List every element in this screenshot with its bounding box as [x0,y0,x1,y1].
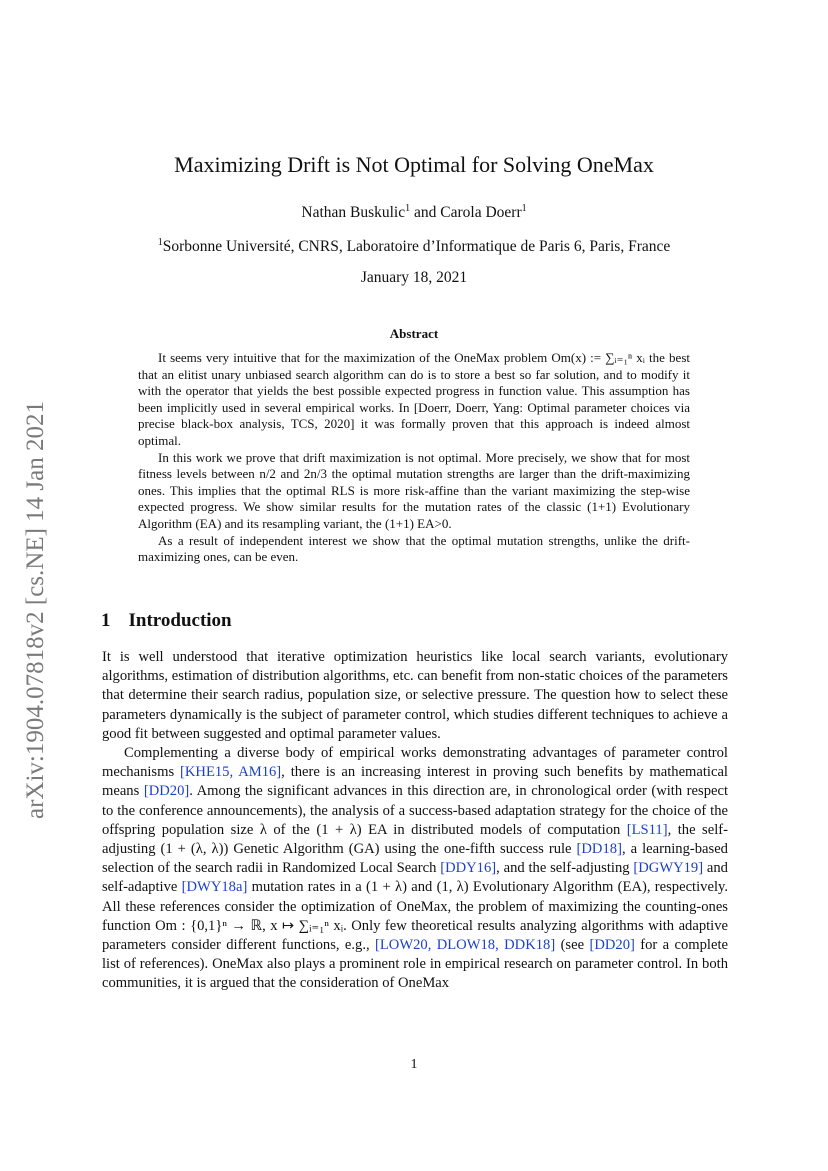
abstract-paragraph: In this work we prove that drift maximization is not optimal. More precisely, we show that for most fitness levels between n/2 and 2n/3 the optimal mutation strengths are larger than the drift-maximizing ones. This implies that the optimal RLS is more risk-affine than the variant maximizing the step-wise expected progress. We show similar results for the mutation rates of the classic (1+1) Evolutionary Algorithm (EA) and its resampling variant, the (1+1) EA>0. [138,449,690,531]
abstract [138,350,690,566]
abstract-paragraph: It seems very intuitive that for the maximization of the OneMax problem Om(x) := ∑ᵢ₌₁ⁿ xᵢ the best that an elitist unary unbiased search algorithm can do is to store a best so far solution, and to modify it with the operator that yields the best possible expected progress in function value. This assumption has been implicitly used in several empirical works. In [Doerr, Doerr, Yang: Optimal parameter choices via precise black-box analysis, TCS, 2020] it was formally proven that this approach is indeed almost optimal. [138,350,690,448]
author-1-affil: 1 [405,203,411,214]
section-title: Introduction [128,610,232,631]
text-run: Complementing a diverse body of empirical works demonstrating advantages of parameter control mechanisms [102,745,728,781]
text-run: , the self-adjusting (1 + (λ, λ)) Genetic Algorithm (GA) using the one-fifth success rule [102,821,728,858]
citation-link[interactable]: [KHE15, AM16] [180,764,282,781]
citation-link[interactable]: [LS11] [626,821,668,838]
arxiv-identifier: arXiv:1904.07818v2 [cs.NE] 14 Jan 2021 [22,401,49,819]
citation-link[interactable]: [DGWY19] [633,860,704,877]
text-run: for a complete list of references). OneMax also plays a prominent role in empirical research on parameter control. In both communities, it is argued that the consideration of OneMax [102,937,728,992]
section-number: 1 [101,610,111,631]
intro-paragraph-1: It is well understood that iterative optimization heuristics like local search variants, evolutionary algorithms, estimation of distribution algorithms, etc. can benefit from non-static choices of the parameters that determine their search radius, population size, or selective pressure. The question how to select these parameters dynamically is the subject of parameter control, which studies different techniques to achieve a good fit between suggested and optimal parameter values. [102,649,728,742]
text-run: . Among the significant advances in this direction are, in chronological order (with respect to the conference announcements), the analysis of a success-based adaptation strategy for the choice of the offspring population size λ of the (1 + λ) EA in distributed models of computation [102,783,728,838]
affiliation-marker: 1 [157,237,163,248]
abstract-paragraph: As a result of independent interest we show that the optimal mutation strengths, unlike the drift-maximizing ones, can be even. [138,532,690,565]
author-conjunction: and [410,204,441,222]
citation-link[interactable]: [LOW20, DLOW18, DDK18] [375,937,556,954]
citation-link[interactable]: [DD18] [576,841,622,858]
author-2-affil: 1 [521,203,527,214]
text-run: , there is an increasing interest in proving such benefits by mathematical means [102,764,728,800]
text-run: , a learning-based selection of the search radii in Randomized Local Search [102,841,728,877]
author-2: Carola Doerr [440,204,522,222]
citation-link[interactable]: [DD20] [143,783,190,800]
section-heading [101,610,232,632]
author-1: Nathan Buskulic [301,204,406,222]
paper-title: Maximizing Drift is Not Optimal for Solving OneMax [174,152,654,177]
abstract-heading: Abstract [389,326,439,341]
citation-link[interactable]: [DD20] [589,937,635,954]
text-run: mutation rates in a (1 + λ) and (1, λ) Evolutionary Algorithm (EA), respectively. All these references consider the optimization of OneMax, the problem of maximizing the counting-ones function Om : {0,1}ⁿ → ℝ, x ↦ ∑ᵢ₌₁ⁿ xᵢ. Only few theoretical results analyzing algorithms with adaptive parameters consider different functions, e.g., [102,879,728,954]
intro-paragraph-2 [102,744,728,994]
text-run: and self-adaptive [102,860,728,896]
page-number: 1 [410,1057,418,1072]
affiliation-text: Sorbonne Université, CNRS, Laboratoire d’Informatique de Paris 6, Paris, France [162,238,671,256]
affiliation [0,237,828,256]
paper-date: January 18, 2021 [360,269,468,286]
citation-link[interactable]: [DDY16] [440,860,497,877]
arxiv-sidebar-stamp [16,370,56,850]
author-line [0,203,828,222]
text-run: (see [555,937,590,954]
introduction-body [102,648,728,994]
citation-link[interactable]: [DWY18a] [181,879,248,896]
text-run: , and the self-adjusting [496,860,634,877]
